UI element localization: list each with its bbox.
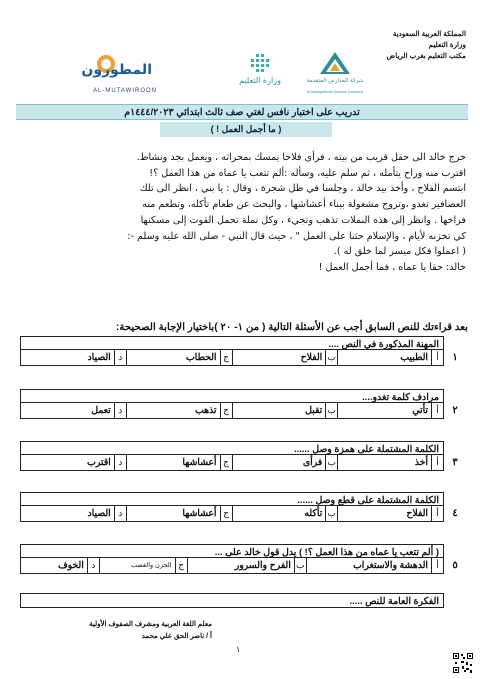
option-letter: د: [87, 558, 99, 573]
answer-option-b[interactable]: فرأى: [232, 455, 326, 470]
answer-options: [20, 558, 444, 574]
answer-option-d[interactable]: الخوف: [57, 560, 84, 570]
org-line-ministry: وزارة التعليم: [428, 40, 466, 49]
option-letter: ب: [325, 403, 337, 418]
company-logo-icon: [300, 50, 370, 86]
question-title: الكلمة المشتملة على قطع وصل ......: [20, 492, 444, 506]
answer-option-d[interactable]: الصياد: [87, 352, 111, 362]
option-letter: د: [114, 350, 126, 365]
question-title: مرادف كلمة تغدو....: [20, 389, 444, 403]
option-letter: ب: [325, 350, 337, 365]
option-letter: د: [114, 506, 126, 521]
option-letter: ب: [325, 455, 337, 470]
logo-row: [81, 50, 380, 100]
answer-option-c[interactable]: أعشاشها: [126, 455, 220, 470]
passage-line: العصافير تغدو ،وتروح مشغولة ببناء أعشاشها ، والبحث عن طعام تأكله، وتطعم منه: [142, 199, 466, 211]
worksheet-title-banner: تدريب على اختبار نافس لغتي صف ثالث ابتدائي ١٤٤٤/٢٠٢٣م: [16, 104, 468, 120]
answer-option-b[interactable]: الفلاح: [232, 350, 326, 365]
answer-option-a[interactable]: تأتي: [337, 403, 431, 418]
option-letter: أ: [431, 558, 443, 573]
answer-option-a[interactable]: الدهشة والاستغراب: [306, 558, 431, 573]
question-number: ٤: [452, 508, 458, 519]
passage-title: ( ما أجمل العمل ! ): [160, 122, 332, 137]
answer-option-b[interactable]: تقبل: [232, 403, 326, 418]
question-number: ٥: [452, 560, 458, 571]
option-letter: ج: [175, 558, 187, 573]
company-logo: [300, 50, 370, 100]
passage-line: خرج خالد الى حقل قريب من بيته ، فرأى فلاحا يمسك بمحراثه ، ويعمل بجد ونشاط.: [136, 152, 466, 163]
answer-options: [20, 403, 444, 419]
passage-line: خالد: حقا يا عماه ، فما أجمل العمل !: [318, 261, 466, 273]
ministry-logo-text: وزارة التعليم: [239, 76, 281, 85]
option-letter: د: [114, 455, 126, 470]
question-number: ١: [452, 352, 458, 363]
passage-line: ابتسم الفلاح ، وأخذ بيد خالد ، وجلسا في ظل شجرة ، وقال : يا بني ، انظر الى تلك: [139, 183, 466, 195]
ministry-logo-icon: [230, 50, 290, 86]
passage-line: اقترب منه وراح يتأمله ، ثم سلم عليه، وسأله :ألم تتعب يا عماه من هذا العمل ؟!: [149, 167, 466, 179]
answer-option-d[interactable]: اقترب: [87, 457, 111, 467]
answer-option-c[interactable]: الحطاب: [126, 350, 220, 365]
question-number: ٣: [452, 457, 458, 468]
answer-option-d[interactable]: تعمل: [91, 405, 111, 415]
question-title: الكلمة المشتملة على همزة وصل ......: [20, 441, 444, 455]
answer-options: [20, 506, 444, 522]
teacher-name: أ / ناصر الحق علي محمد: [141, 633, 212, 640]
option-letter: ب: [325, 506, 337, 521]
option-letter: ب: [294, 558, 306, 573]
answer-option-b[interactable]: تأكله: [232, 506, 326, 521]
qr-code-icon: [452, 652, 474, 674]
org-line-country: المملكة العربية السعودية: [392, 29, 466, 38]
mutawiroon-logo-text: المطورون: [81, 62, 152, 78]
answer-option-a[interactable]: الطبيب: [337, 350, 431, 365]
question-number: ٢: [452, 405, 458, 416]
option-letter: أ: [431, 455, 443, 470]
option-letter: ج: [220, 506, 232, 521]
teacher-role: معلم اللغة العربية ومشرف الصفوف الأولية: [89, 621, 212, 628]
option-letter: أ: [431, 403, 443, 418]
option-letter: ج: [220, 455, 232, 470]
general-idea-question: الفكرة العامة للنص .....: [20, 593, 444, 608]
option-letter: ج: [220, 403, 232, 418]
mutawiroon-logo-latin: AL-MUTAWIROON: [93, 88, 157, 94]
mutawiroon-logo-icon: [81, 50, 160, 84]
page-number: ١: [236, 645, 241, 654]
passage-line: كي تخزنه لأيام ، والإسلام حثنا على العمل " ، حيث قال النبي - صلى الله عليه وسلم -:: [127, 230, 466, 242]
organization-header: [387, 28, 466, 61]
answer-option-c[interactable]: أعشاشها: [126, 506, 220, 521]
answer-option-a[interactable]: الفلاح: [337, 506, 431, 521]
question-title: المهنة المذكورة في النص ....: [20, 336, 444, 350]
passage-line: فراخها . وانظر إلى هذه النملات تذهب وتجيء ، وكل نملة تحمل القوت إلى مسكنها: [140, 214, 466, 226]
answer-option-b[interactable]: الفرح والسرور: [187, 558, 294, 573]
answer-options: [20, 455, 444, 471]
answer-option-d[interactable]: الصياد: [87, 508, 111, 518]
answer-options: [20, 350, 444, 366]
passage-line: ( اعملوا فكل ميسر لما خلق له ).: [333, 246, 466, 258]
ministry-logo: [230, 50, 290, 100]
company-logo-text: شركة المدارس المتقدمة: [306, 78, 364, 84]
company-logo-latin: Al-Mutaqadimah Schools Company: [306, 90, 364, 94]
org-line-office: مكتب التعليم بغرب الرياض: [386, 51, 466, 60]
answer-option-c[interactable]: تذهب: [126, 403, 220, 418]
option-letter: د: [114, 403, 126, 418]
reading-passage: [20, 150, 466, 276]
mutawiroon-logo: [81, 50, 160, 100]
questions-instruction: بعد قراءتك للنص السابق أجب عن الأسئلة التالية ( من ١- ٢٠ )باختيار الإجابة الصحيحة:: [116, 322, 468, 333]
answer-option-c[interactable]: الحزن والغضب: [99, 558, 175, 573]
option-letter: ج: [220, 350, 232, 365]
answer-option-a[interactable]: أخذ: [337, 455, 431, 470]
option-letter: أ: [431, 350, 443, 365]
option-letter: أ: [431, 506, 443, 521]
teacher-signature: [89, 619, 212, 643]
question-title: ( ألم تتعب يا عماه من هذا العمل ؟! ) يدل قول خالد على ...: [20, 544, 444, 558]
